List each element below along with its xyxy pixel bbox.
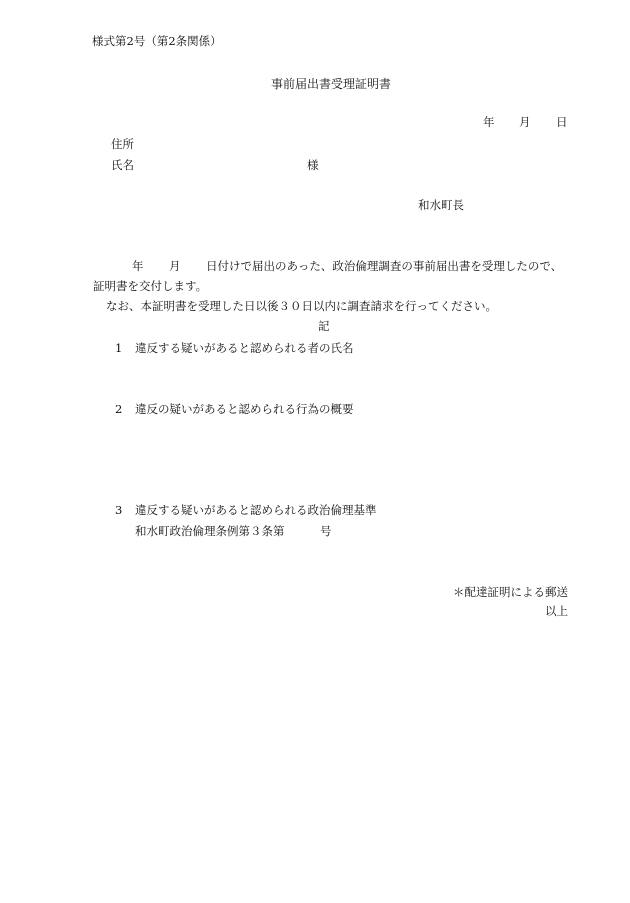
date-day: 日 [556, 115, 568, 129]
body-line3: なお、本証明書を受理した日以後３０日以内に調査請求を行ってください。 [106, 299, 497, 313]
date-year: 年 [483, 115, 495, 129]
item3-detail-prefix: 和水町政治倫理条例第３条第 [135, 524, 285, 538]
form-label: 様式第2号（第2条関係） [92, 34, 222, 48]
body-line1-rest: 日付けで届出のあった、政治倫理調査の事前届出書を受理したので、 [206, 259, 563, 273]
delivery-note: ＊配達証明による郵送 [453, 585, 568, 599]
honorific: 様 [307, 158, 319, 172]
item-number: 1 [115, 341, 123, 355]
item-text: 違反する疑いがあると認められる者の氏名 [135, 341, 354, 355]
item-number: 3 [115, 503, 123, 517]
body-line2: 証明書を交付します。 [93, 279, 208, 293]
item-text: 違反の疑いがあると認められる行為の概要 [135, 402, 354, 416]
item3-detail-suffix: 号 [320, 524, 332, 538]
body-year: 年 [132, 259, 144, 273]
item-text: 違反する疑いがあると認められる政治倫理基準 [135, 503, 377, 517]
closing-mark: 以上 [545, 604, 568, 618]
item-number: 2 [115, 402, 123, 416]
address-label: 住所 [111, 137, 134, 151]
ki-marker: 記 [318, 319, 330, 333]
issuer: 和水町長 [418, 198, 464, 212]
body-month: 月 [169, 259, 181, 273]
document-title: 事前届出書受理証明書 [271, 77, 392, 91]
name-label: 氏名 [111, 158, 134, 172]
date-month: 月 [519, 115, 531, 129]
